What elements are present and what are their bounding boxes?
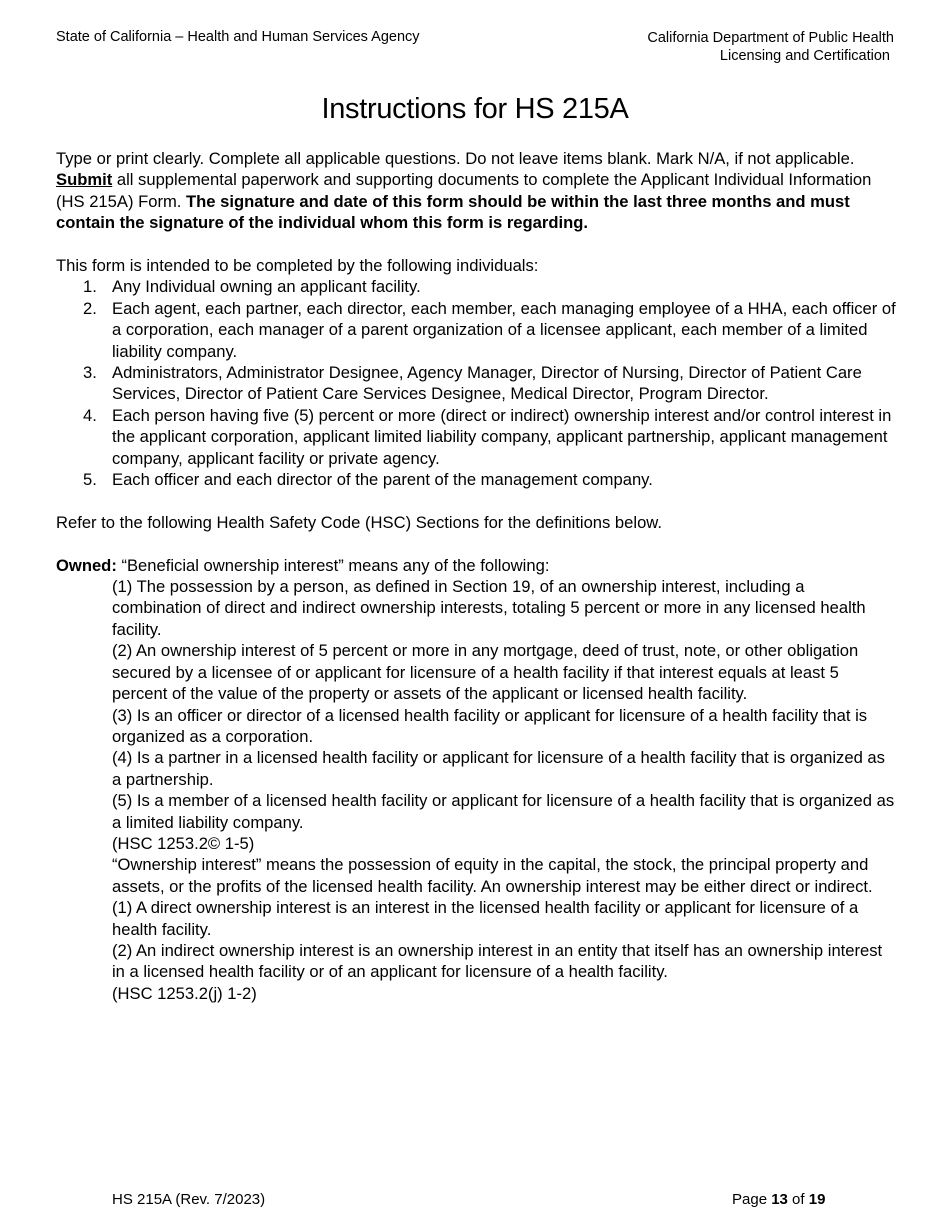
intro-submit-word: Submit [56,170,113,190]
list-item [56,298,898,362]
list-number: 3. [83,363,97,383]
list-text: Each officer and each director of the parent of the management company. [112,470,653,490]
definition-item: (1) The possession by a person, as defined in Section 19, of an ownership interest, including a combination of direct and indirect ownership interests, totaling 5 percent or more in any licensed health facility. [112,577,866,639]
individuals-list [56,276,898,490]
individuals-intro: This form is intended to be completed by the following individuals: [56,256,539,276]
header-department [647,29,894,65]
page-title: Instructions for HS 215A [321,93,629,125]
total-pages: 19 [808,1191,826,1208]
of-word: of [787,1191,809,1208]
definition-item: (5) Is a member of a licensed health facility or applicant for licensure of a health facility that is organized as a limited liability company. [112,791,895,832]
instructions-body [56,148,898,1004]
page-word: Page [732,1191,772,1208]
hsc-citation: (HSC 1253.2© 1-5) [112,833,255,853]
owned-definition [56,555,898,576]
list-text: Each agent, each partner, each director, each member, each managing employee of a HHA, each officer of a corporation, each manager of a parent organization of a licensee applicant, each member of a limited liability company. [112,298,896,361]
owned-items [56,576,898,1004]
list-item [56,362,898,405]
definition-item: (2) An indirect ownership interest is an ownership interest in an entity that itself has an ownership interest in a licensed health facility or of an applicant for licensure of a health facility. [112,940,883,982]
list-text: Each person having five (5) percent or more (direct or indirect) ownership interest and/or control interest in the applicant corporation, applicant limited liability company, applicant partnership, applicant management company, applicant facility or private agency. [112,405,892,468]
owned-label: Owned: [56,555,117,575]
hsc-citation: (HSC 1253.2(j) 1-2) [112,983,257,1003]
header-division-name: Licensing and Certification [719,48,890,64]
definition-item: (3) Is an officer or director of a licensed health facility or applicant for licensure of a health facility that is organized as a corporation. [112,705,868,746]
intro-text-1: Type or print clearly. Complete all applicable questions. Do not leave items blank. Mark N/A, if not applicable. [56,149,855,168]
list-number: 5. [83,470,97,490]
definition-item: (1) A direct ownership interest is an interest in the licensed health facility or applicant for licensure of a health facility. [112,898,859,939]
list-item [56,469,898,490]
intro-text-2: all supplemental paperwork and supporting documents to complete the Applicant Individual Information (HS 215A) Form. [56,170,872,211]
list-item [56,276,898,297]
intro-paragraph [56,148,898,234]
intro-signature-notice: The signature and date of this form should be within the last three months and must contain the signature of the individual whom this form is regarding. [56,191,850,233]
list-number: 1. [83,277,97,297]
list-text: Any Individual owning an applicant facility. [112,277,421,297]
list-text: Administrators, Administrator Designee, Agency Manager, Director of Nursing, Director of Patient Care Services, Director of Patient Care Services Designee, Medical Director, Program Director. [112,363,862,404]
header-department-name: California Department of Public Health [647,30,894,46]
list-number: 4. [83,405,97,425]
owned-text: “Beneficial ownership interest” means any of the following: [116,555,550,575]
definition-item: (4) Is a partner in a licensed health facility or applicant for licensure of a health facility that is organized as a partnership. [112,748,885,789]
ownership-interest-definition: “Ownership interest” means the possession of equity in the capital, the stock, the principal property and assets, or the profits of the licensed health facility. An ownership interest may be either direct or indirect. [112,855,873,896]
current-page: 13 [771,1191,788,1208]
header-agency: State of California – Health and Human Services Agency [56,29,420,45]
list-number: 2. [83,298,97,318]
footer-page-number [732,1191,825,1208]
refer-paragraph: Refer to the following Health Safety Code (HSC) Sections for the definitions below. [56,512,662,532]
definition-item: (2) An ownership interest of 5 percent or more in any mortgage, deed of trust, note, or other obligation secured by a licensee of or applicant for licensure of a health facility if that interest equals at least 5 percent of the value of the property or assets of the applicant or licensed health facility. [112,641,859,704]
footer-form-number: HS 215A (Rev. 7/2023) [112,1191,266,1208]
list-item [56,405,898,469]
